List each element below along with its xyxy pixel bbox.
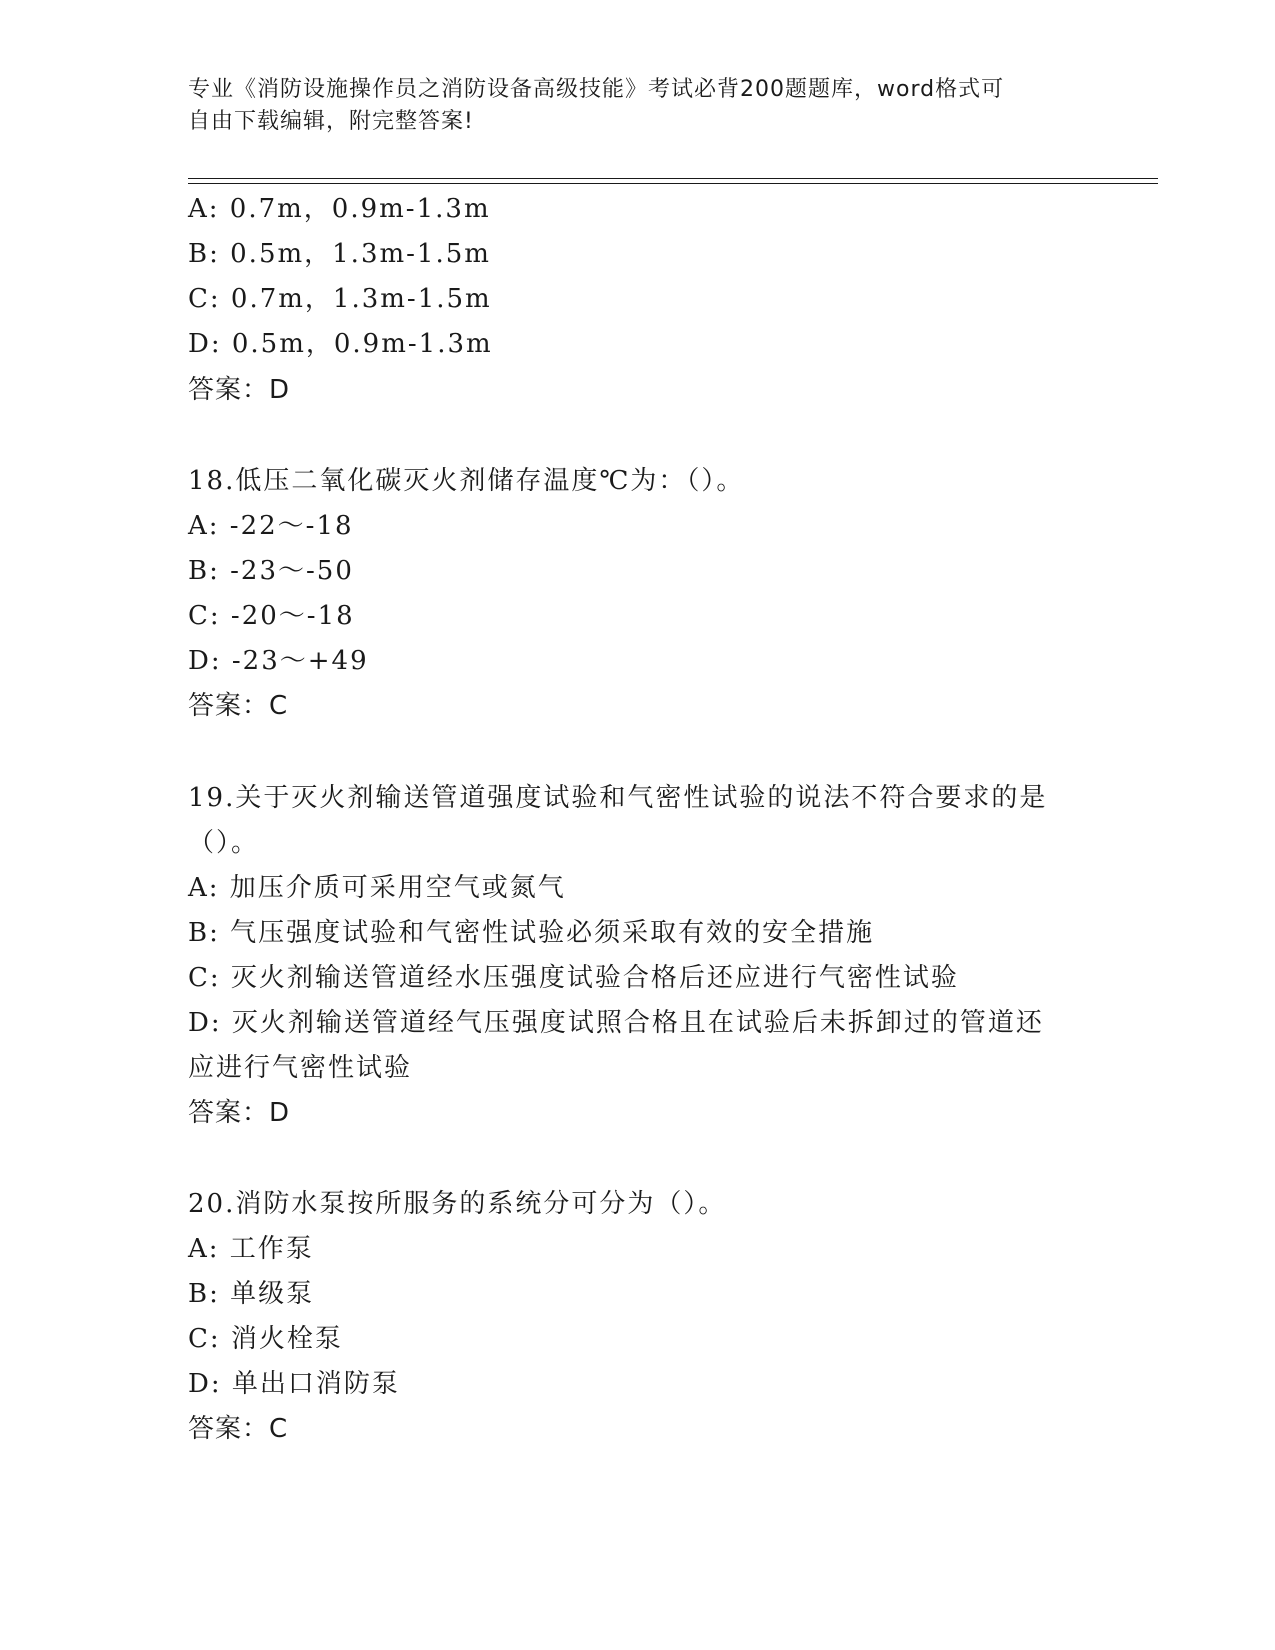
q18-option-d: D: -23～+49 [188,646,369,676]
q19-option-d-line-1: D: 灭火剂输送管道经气压强度试照合格且在试验后未拆卸过的管道还 [188,1008,1044,1038]
document-header [188,74,1088,138]
q18-question: 18.低压二氧化碳灭火剂储存温度℃为：（）。 [188,466,745,496]
q17-option-a: A: 0.7m，0.9m-1.3m [188,194,491,224]
header-divider-top [188,178,1158,179]
q19-option-c: C: 灭火剂输送管道经水压强度试验合格后还应进行气密性试验 [188,963,959,993]
q19-option-a: A: 加压介质可采用空气或氮气 [188,873,566,903]
q18-option-a: A: -22～-18 [188,511,354,541]
q18-option-b: B: -23～-50 [188,556,354,586]
q20-option-b: B: 单级泵 [188,1279,315,1309]
q20-option-a: A: 工作泵 [188,1234,314,1264]
q19-answer: 答案：D [188,1098,291,1128]
q19-option-b: B: 气压强度试验和气密性试验必须采取有效的安全措施 [188,918,875,948]
q20-option-d: D: 单出口消防泵 [188,1369,400,1399]
q20-question: 20.消防水泵按所服务的系统分可分为（）。 [188,1189,727,1219]
q17-answer: 答案：D [188,375,291,405]
q19-question-line-2: （）。 [188,828,260,858]
header-line-1: 专业《消防设施操作员之消防设备高级技能》考试必背200题题库，word格式可 [188,77,1005,102]
q19-question-line-1: 19.关于灭火剂输送管道强度试验和气密性试验的说法不符合要求的是 [188,783,1048,813]
q18-answer: 答案：C [188,691,289,721]
q20-answer: 答案：C [188,1414,289,1444]
q18-option-c: C: -20～-18 [188,601,355,631]
q19-option-d-line-2: 应进行气密性试验 [188,1053,413,1083]
q17-option-d: D: 0.5m，0.9m-1.3m [188,329,493,359]
header-line-2: 自由下载编辑，附完整答案! [188,109,474,134]
q20-option-c: C: 消火栓泵 [188,1324,343,1354]
header-divider-bottom [188,183,1158,184]
q17-option-b: B: 0.5m，1.3m-1.5m [188,239,491,269]
q17-option-c: C: 0.7m，1.3m-1.5m [188,284,492,314]
